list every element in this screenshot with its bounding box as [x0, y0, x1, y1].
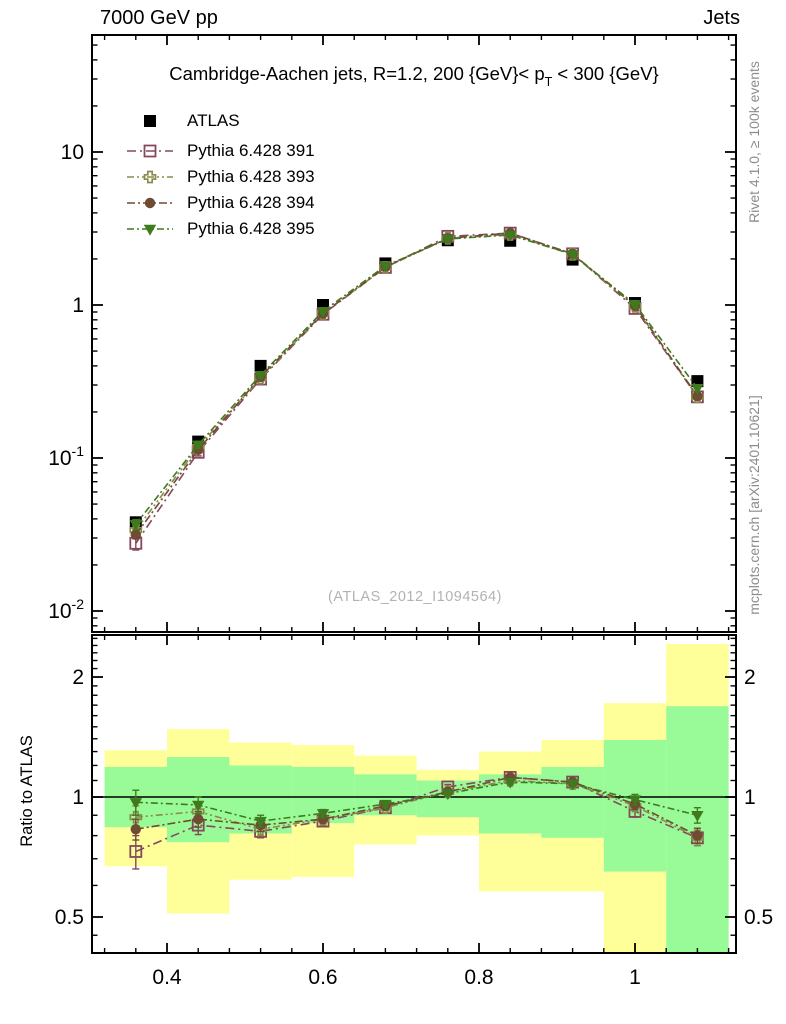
- legend-item-atlas: [124, 108, 315, 134]
- ratio-y-tick-label-right: 1: [744, 786, 756, 809]
- header-beam-energy: 7000 GeV pp: [100, 7, 218, 29]
- legend-label: Pythia 6.428 393: [187, 167, 315, 186]
- ratio-axis-title: Ratio to ATLAS: [18, 735, 36, 847]
- header-analysis-tag: Jets: [703, 7, 740, 29]
- x-axis-tick-label: 0.8: [464, 966, 494, 989]
- plot-title-pre: Cambridge-Aachen jets, R=1.2, 200 {GeV}< p: [169, 63, 545, 84]
- plot-title: [92, 63, 736, 89]
- legend-label: ATLAS: [187, 111, 240, 130]
- legend-item-pythia-391: [124, 138, 315, 164]
- pythia-391-marker-icon: [124, 142, 176, 160]
- watermark: (ATLAS_2012_I1094564): [328, 589, 502, 605]
- ratio-y-tick-label-right: 2: [744, 666, 756, 690]
- series-pythia-6-428-395-main: [130, 231, 704, 531]
- mcplots-credit: mcplots.cern.ch [arXiv:2401.10621]: [746, 395, 762, 615]
- main-y-tick-label: 1: [72, 294, 84, 317]
- legend-item-pythia-394: [124, 190, 315, 216]
- legend: [124, 108, 315, 242]
- series-pythia-6-428-393-main: [130, 229, 703, 536]
- ratio-y-tick-label-left: 2: [72, 666, 84, 690]
- x-axis-tick-label: 0.6: [308, 966, 338, 989]
- rivet-version-note: Rivet 4.1.0, ≥ 100k events: [746, 61, 762, 223]
- legend-item-pythia-395: [124, 216, 315, 242]
- series-pythia-6-428-391-main: [130, 228, 703, 550]
- main-y-tick-label: 10: [60, 141, 84, 164]
- pythia-395-marker-icon: [124, 220, 176, 238]
- pythia-394-marker-icon: [124, 194, 176, 212]
- series-atlas-main: [130, 234, 704, 528]
- ratio-y-tick-label-right: 0.5: [744, 905, 774, 929]
- series-pythia-6-428-394-main: [131, 228, 703, 540]
- x-axis-tick-label: 0.4: [152, 966, 182, 989]
- ratio-y-tick-label-left: 1: [72, 786, 84, 809]
- main-y-tick-label: $10^{-1}$: [48, 443, 84, 470]
- legend-item-pythia-393: [124, 164, 315, 190]
- plot-title-subscript: T: [544, 75, 553, 89]
- plot-title-post: < 300 {GeV}: [552, 63, 659, 84]
- legend-label: Pythia 6.428 394: [187, 193, 315, 212]
- atlas-marker-icon: [124, 112, 176, 130]
- legend-label: Pythia 6.428 391: [187, 141, 315, 160]
- ratio-y-tick-label-left: 0.5: [54, 905, 84, 929]
- x-axis-tick-label: 1: [629, 966, 641, 989]
- legend-label: Pythia 6.428 395: [187, 219, 315, 238]
- main-y-tick-label: $10^{-2}$: [48, 596, 84, 623]
- pythia-393-marker-icon: [124, 168, 176, 186]
